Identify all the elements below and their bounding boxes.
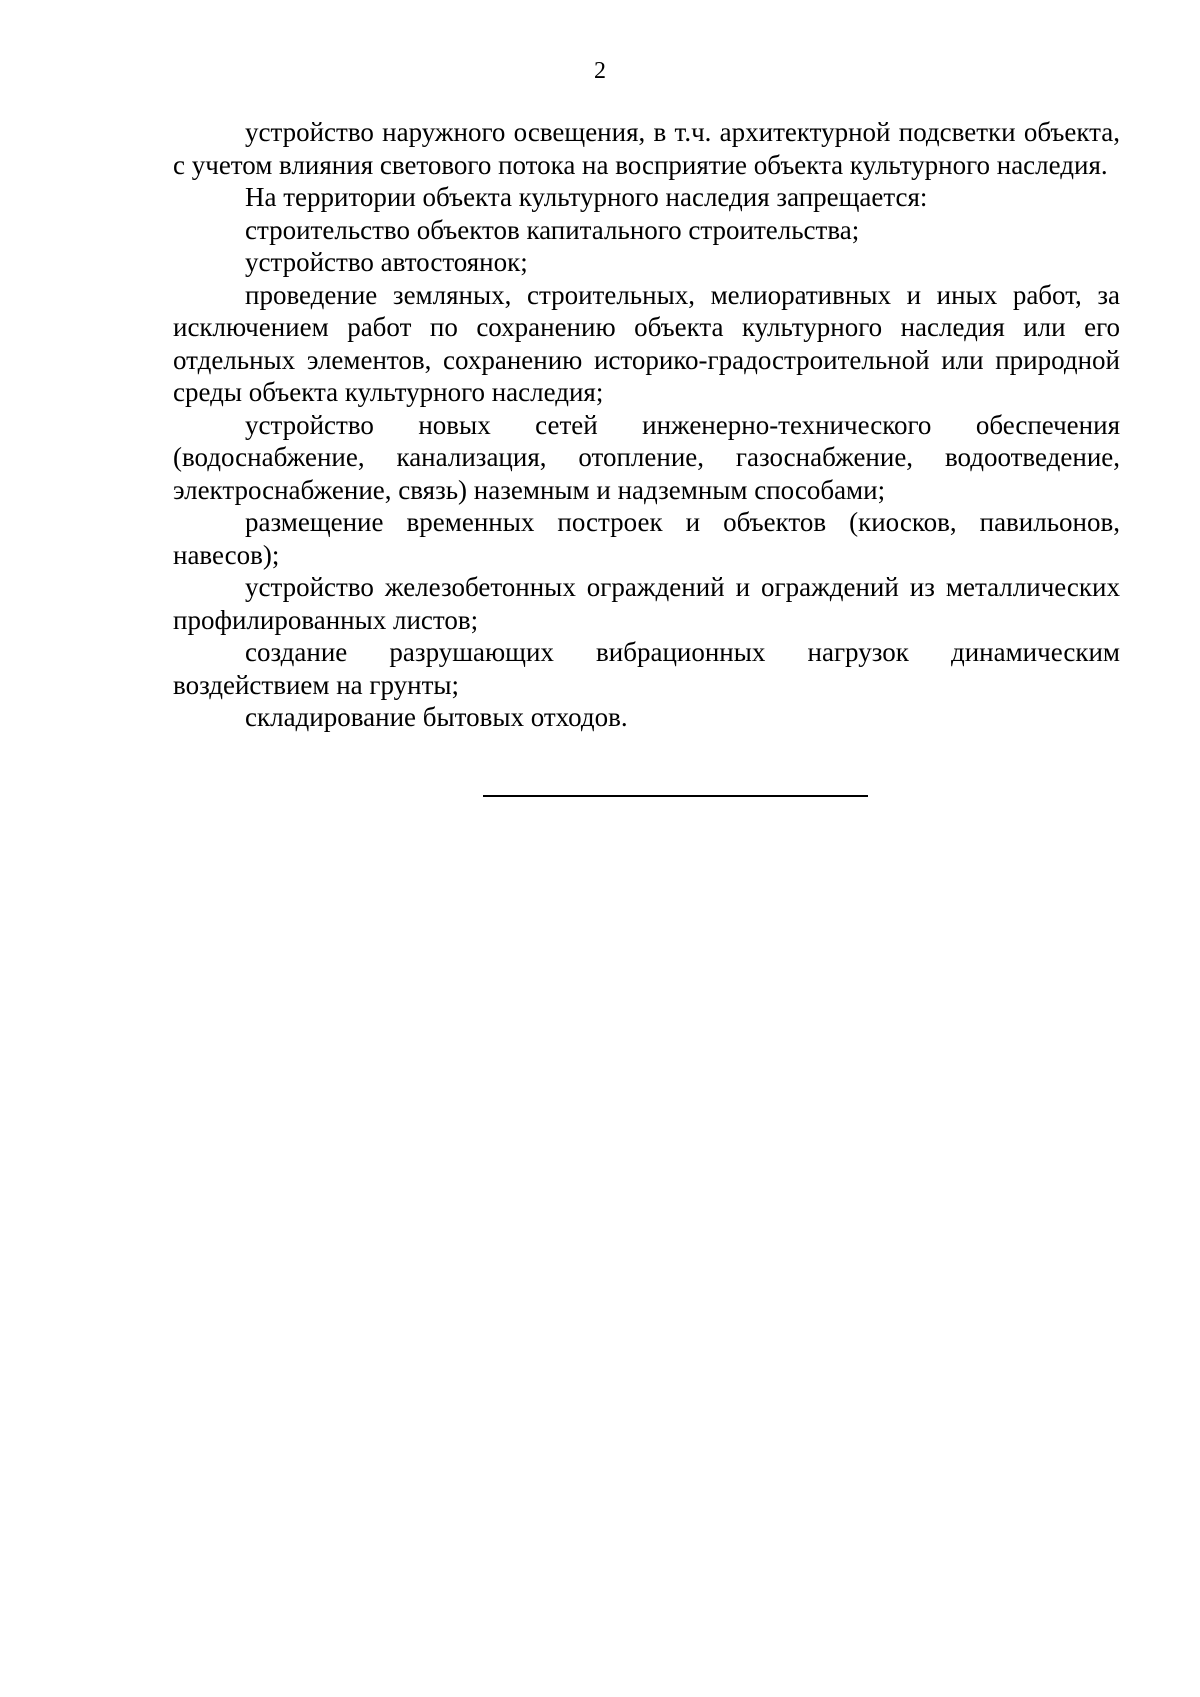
paragraph-outdoor-lighting: устройство наружного освещения, в т.ч. архитектурной подсветки объекта, с учетом влияния светового потока на восприятие объекта культурного наследия.: [173, 117, 1120, 180]
list-item-capital-construction: строительство объектов капитального строительства;: [245, 214, 860, 245]
list-item-temporary-structures: размещение временных построек и объектов (киосков, павильонов, навесов);: [173, 507, 1120, 570]
document-body: [173, 116, 1120, 734]
list-item-parking: устройство автостоянок;: [245, 247, 528, 277]
paragraph-prohibitions-intro: На территории объекта культурного наследия запрещается:: [245, 182, 928, 212]
list-item-fences: устройство железобетонных ограждений и ограждений из металлических профилированных листов;: [173, 572, 1120, 635]
page-number: 2: [594, 58, 606, 84]
list-item-waste-storage: складирование бытовых отходов.: [245, 702, 628, 732]
list-item-utility-networks: устройство новых сетей инженерно-технического обеспечения (водоснабжение, канализация, отопление, газоснабжение, водоотведение, электроснабжение, связь) наземным и надземным способами;: [173, 409, 1120, 505]
list-item-earthworks: проведение земляных, строительных, мелиоративных и иных работ, за исключением работ по сохранению объекта культурного наследия или его отдельных элементов, сохранению историко-градостроительной или природной среды объекта культурного наследия;: [173, 279, 1120, 407]
end-of-document-rule: [483, 795, 868, 797]
list-item-vibration-loads: создание разрушающих вибрационных нагрузок динамическим воздействием на грунты;: [173, 637, 1120, 700]
